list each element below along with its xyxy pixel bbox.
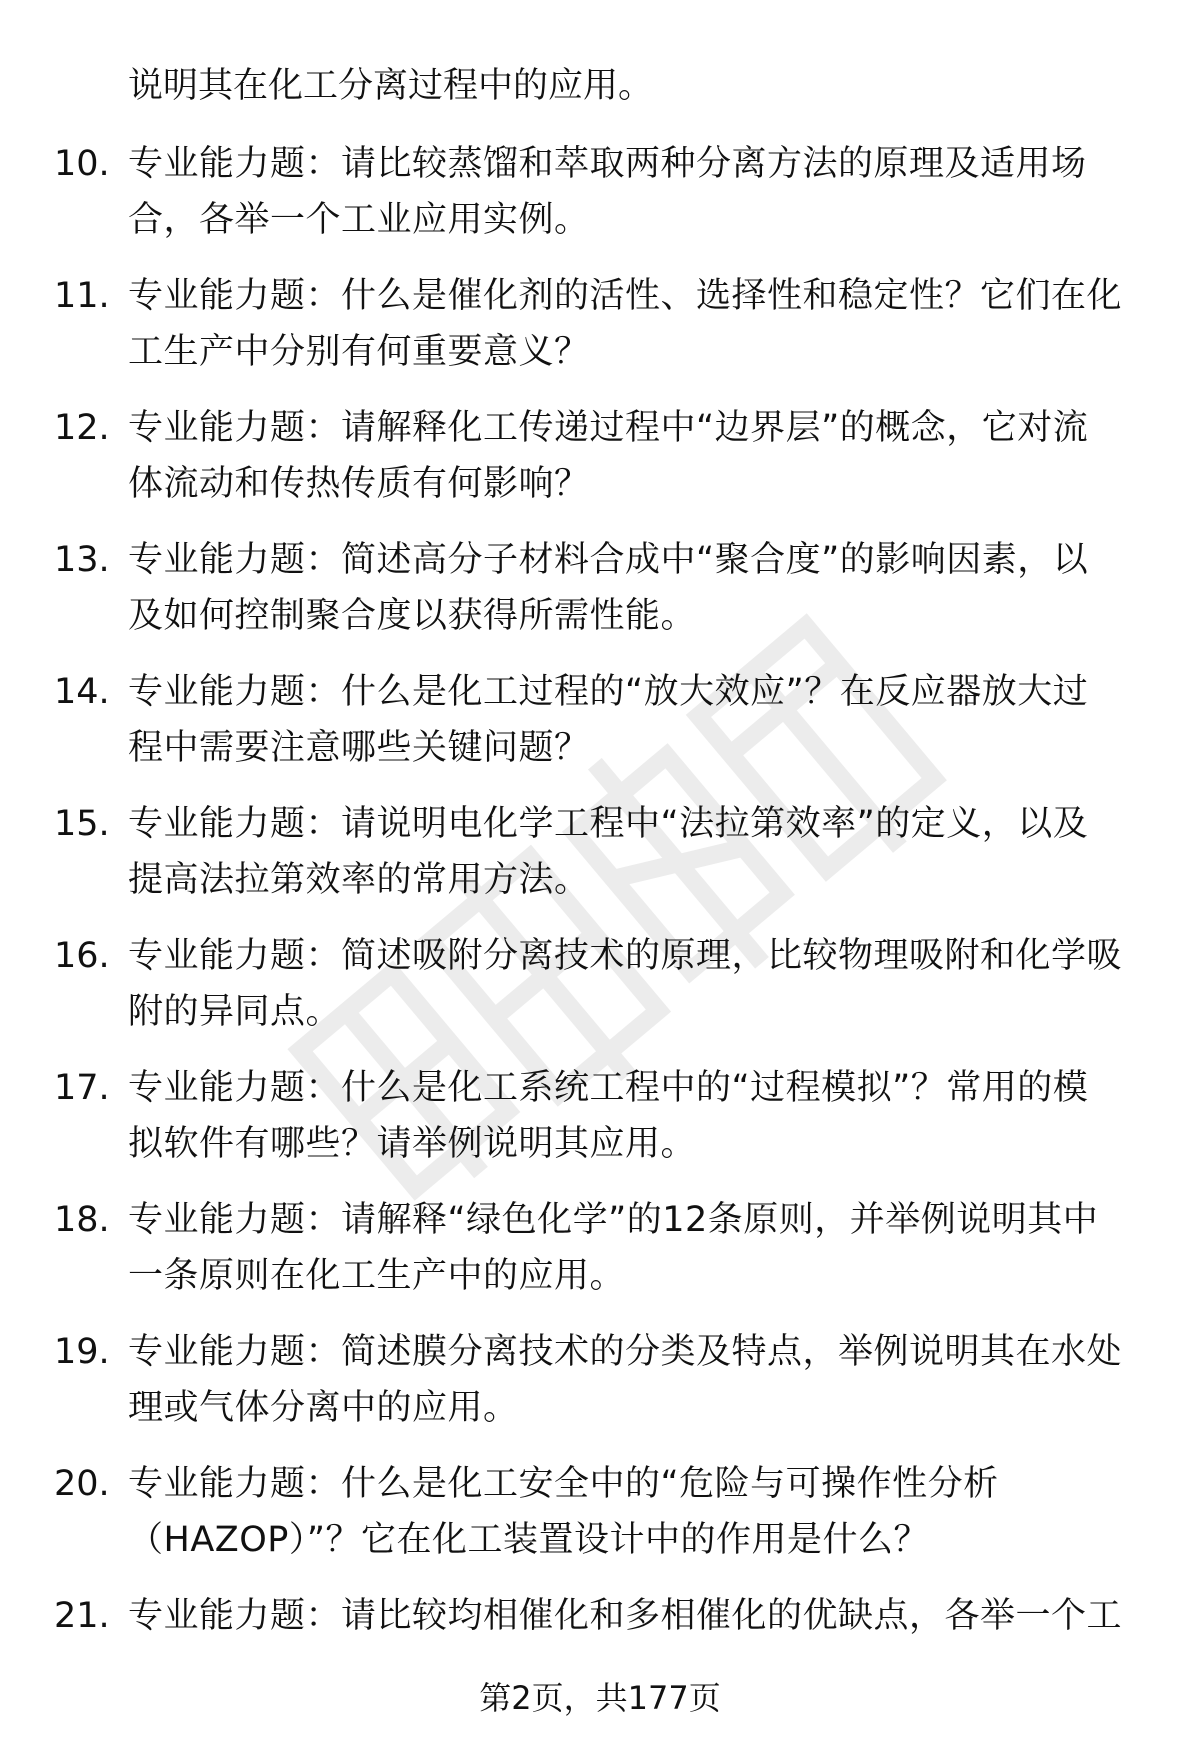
question-line: 提高法拉第效率的常用方法。	[128, 860, 590, 900]
question-number: 10.	[54, 144, 110, 184]
question-item	[0, 1324, 1200, 1456]
question-item	[0, 1060, 1200, 1192]
question-line: 专业能力题：请比较蒸馏和萃取两种分离方法的原理及适用场	[128, 144, 1087, 184]
question-line: 理或气体分离中的应用。	[128, 1388, 519, 1428]
question-line: 工生产中分别有何重要意义？	[128, 332, 590, 372]
question-text	[128, 1588, 1148, 1644]
continued-question-text: 说明其在化工分离过程中的应用。	[128, 66, 654, 106]
question-line: 拟软件有哪些？请举例说明其应用。	[128, 1124, 697, 1164]
question-line: 程中需要注意哪些关键问题？	[128, 728, 590, 768]
question-line: 专业能力题：请比较均相催化和多相催化的优缺点，各举一个工	[128, 1596, 1123, 1636]
question-text	[128, 1192, 1148, 1304]
question-line: 专业能力题：简述膜分离技术的分类及特点，举例说明其在水处	[128, 1332, 1123, 1372]
question-text	[128, 400, 1148, 512]
question-text	[128, 1456, 1148, 1568]
question-line: 专业能力题：简述高分子材料合成中“聚合度”的影响因素，以	[128, 540, 1089, 580]
question-item	[0, 796, 1200, 928]
question-item	[0, 136, 1200, 268]
question-line: 专业能力题：什么是化工过程的“放大效应”？在反应器放大过	[128, 672, 1089, 712]
question-number: 12.	[54, 408, 110, 448]
question-number: 19.	[54, 1332, 110, 1372]
question-line: 专业能力题：什么是催化剂的活性、选择性和稳定性？它们在化	[128, 276, 1123, 316]
question-item	[0, 664, 1200, 796]
question-item	[0, 1456, 1200, 1588]
question-item	[0, 532, 1200, 664]
question-text	[128, 1060, 1148, 1172]
question-text	[128, 664, 1148, 776]
question-text	[128, 136, 1148, 248]
question-item	[0, 268, 1200, 400]
question-line: 合，各举一个工业应用实例。	[128, 200, 590, 240]
question-line: 一条原则在化工生产中的应用。	[128, 1256, 626, 1296]
question-text	[128, 532, 1148, 644]
page-footer: 第2页，共177页	[479, 1679, 721, 1717]
question-text	[128, 1324, 1148, 1436]
question-line: 及如何控制聚合度以获得所需性能。	[128, 596, 697, 636]
question-line: 专业能力题：请解释“绿色化学”的12条原则，并举例说明其中	[128, 1200, 1099, 1240]
question-number: 17.	[54, 1068, 110, 1108]
question-list	[0, 136, 1200, 1720]
question-number: 15.	[54, 804, 110, 844]
question-number: 14.	[54, 672, 110, 712]
question-line: 专业能力题：简述吸附分离技术的原理，比较物理吸附和化学吸	[128, 936, 1123, 976]
question-number: 20.	[54, 1464, 110, 1504]
question-number: 11.	[54, 276, 110, 316]
question-number: 16.	[54, 936, 110, 976]
question-item	[0, 928, 1200, 1060]
question-number: 18.	[54, 1200, 110, 1240]
question-number: 21.	[54, 1596, 110, 1636]
question-text	[128, 796, 1148, 908]
question-line: （HAZOP）”？它在化工装置设计中的作用是什么？	[128, 1520, 930, 1560]
question-item	[0, 1192, 1200, 1324]
question-line: 专业能力题：什么是化工安全中的“危险与可操作性分析	[128, 1464, 999, 1504]
question-text	[128, 268, 1148, 380]
question-line: 专业能力题：请说明电化学工程中“法拉第效率”的定义，以及	[128, 804, 1089, 844]
question-line: 体流动和传热传质有何影响？	[128, 464, 590, 504]
question-line: 附的异同点。	[128, 992, 342, 1032]
question-line: 专业能力题：请解释化工传递过程中“边界层”的概念，它对流	[128, 408, 1089, 448]
question-line: 专业能力题：什么是化工系统工程中的“过程模拟”？常用的模	[128, 1068, 1089, 1108]
question-text	[128, 928, 1148, 1040]
question-number: 13.	[54, 540, 110, 580]
question-item	[0, 400, 1200, 532]
